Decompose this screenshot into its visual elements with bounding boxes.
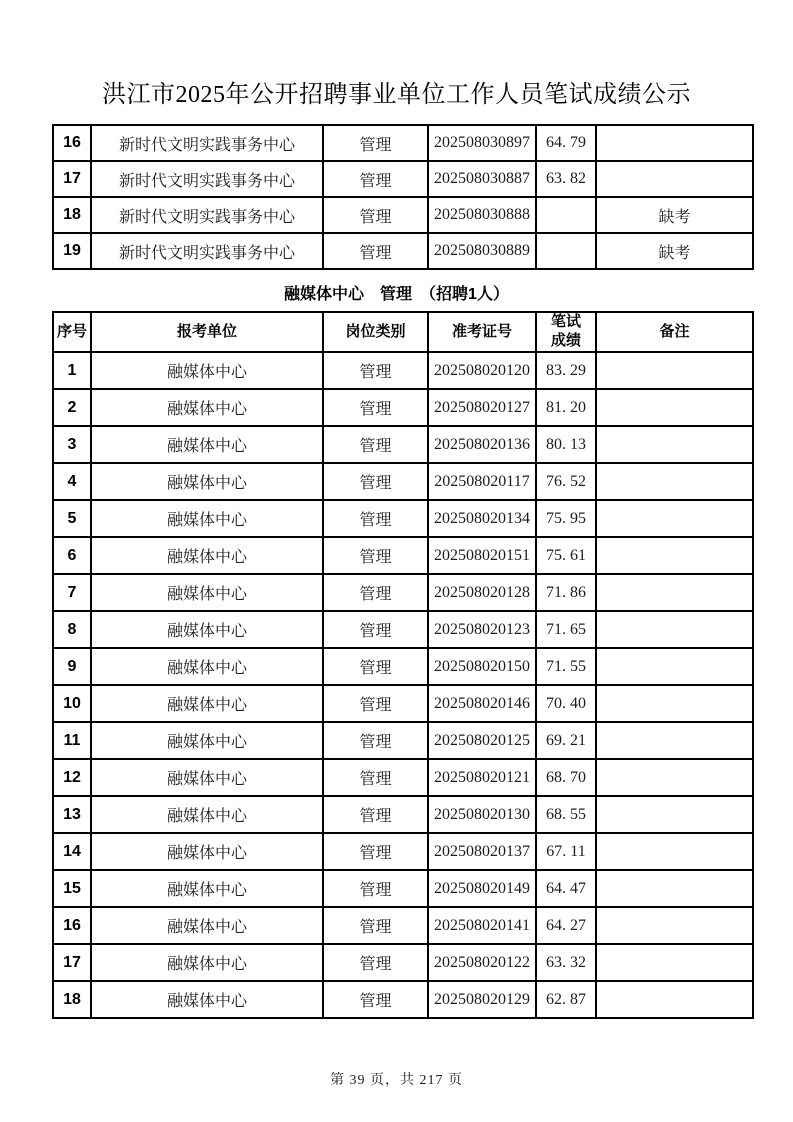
cell-row-number: 3 (53, 426, 91, 463)
cell-row-number: 15 (53, 870, 91, 907)
cell-ticket-number: 202508020149 (428, 870, 536, 907)
cell-row-number: 2 (53, 389, 91, 426)
cell-row-number: 16 (53, 125, 91, 161)
cell-note (596, 463, 753, 500)
cell-score: 80. 13 (536, 426, 596, 463)
cell-unit: 融媒体中心 (91, 389, 323, 426)
cell-row-number: 18 (53, 197, 91, 233)
cell-row-number: 10 (53, 685, 91, 722)
cell-row-number: 9 (53, 648, 91, 685)
table-row (53, 981, 753, 1018)
table-row (53, 611, 753, 648)
cell-category: 管理 (323, 944, 428, 981)
table-row (53, 125, 753, 161)
cell-ticket-number: 202508020129 (428, 981, 536, 1018)
cell-unit: 融媒体中心 (91, 648, 323, 685)
cell-score: 63. 82 (536, 161, 596, 197)
cell-score: 64. 27 (536, 907, 596, 944)
cell-category: 管理 (323, 233, 428, 269)
cell-score: 62. 87 (536, 981, 596, 1018)
cell-category: 管理 (323, 796, 428, 833)
table-row (53, 161, 753, 197)
cell-note (596, 611, 753, 648)
cell-row-number: 8 (53, 611, 91, 648)
cell-unit: 融媒体中心 (91, 500, 323, 537)
page-footer: 第 39 页，共 217 页 (330, 1073, 463, 1088)
cell-note (596, 685, 753, 722)
cell-category: 管理 (323, 426, 428, 463)
cell-unit: 新时代文明实践事务中心 (91, 233, 323, 269)
cell-note (596, 796, 753, 833)
cell-score: 75. 61 (536, 537, 596, 574)
table-row (53, 537, 753, 574)
table-row (53, 833, 753, 870)
cell-ticket-number: 202508020123 (428, 611, 536, 648)
cell-score (536, 233, 596, 269)
cell-note (596, 537, 753, 574)
cell-unit: 融媒体中心 (91, 352, 323, 389)
cell-unit: 融媒体中心 (91, 944, 323, 981)
cell-ticket-number: 202508020128 (428, 574, 536, 611)
cell-note (596, 500, 753, 537)
table-row (53, 759, 753, 796)
cell-unit: 融媒体中心 (91, 426, 323, 463)
cell-row-number: 14 (53, 833, 91, 870)
cell-row-number: 7 (53, 574, 91, 611)
cell-note: 缺考 (596, 197, 753, 233)
table-row (53, 463, 753, 500)
cell-note (596, 722, 753, 759)
cell-score (536, 197, 596, 233)
cell-category: 管理 (323, 537, 428, 574)
cell-category: 管理 (323, 389, 428, 426)
cell-ticket-number: 202508020141 (428, 907, 536, 944)
cell-row-number: 4 (53, 463, 91, 500)
cell-score: 69. 21 (536, 722, 596, 759)
cell-score: 81. 20 (536, 389, 596, 426)
cell-unit: 融媒体中心 (91, 907, 323, 944)
column-header-score-line1: 笔试 (550, 313, 581, 331)
cell-ticket-number: 202508020137 (428, 833, 536, 870)
cell-row-number: 19 (53, 233, 91, 269)
column-header-score (536, 312, 596, 352)
column-header-note: 备注 (596, 312, 753, 352)
cell-category: 管理 (323, 648, 428, 685)
cell-ticket-number: 202508020150 (428, 648, 536, 685)
cell-note (596, 870, 753, 907)
cell-category: 管理 (323, 759, 428, 796)
cell-unit: 融媒体中心 (91, 759, 323, 796)
cell-unit: 融媒体中心 (91, 981, 323, 1018)
cell-category: 管理 (323, 611, 428, 648)
column-header-unit: 报考单位 (91, 312, 323, 352)
cell-score: 83. 29 (536, 352, 596, 389)
cell-note (596, 648, 753, 685)
cell-note (596, 907, 753, 944)
page-title: 洪江市2025年公开招聘事业单位工作人员笔试成绩公示 (102, 82, 691, 108)
score-table-media-center-body (53, 352, 753, 1018)
cell-ticket-number: 202508020134 (428, 500, 536, 537)
column-header-no: 序号 (53, 312, 91, 352)
cell-unit: 融媒体中心 (91, 463, 323, 500)
cell-row-number: 17 (53, 944, 91, 981)
table-row (53, 870, 753, 907)
cell-row-number: 13 (53, 796, 91, 833)
cell-ticket-number: 202508030889 (428, 233, 536, 269)
column-header-category: 岗位类别 (323, 312, 428, 352)
cell-note (596, 944, 753, 981)
cell-category: 管理 (323, 722, 428, 759)
cell-category: 管理 (323, 125, 428, 161)
section-heading: 融媒体中心 管理 （招聘1人） (284, 286, 509, 303)
table-row (53, 233, 753, 269)
cell-ticket-number: 202508030897 (428, 125, 536, 161)
cell-note (596, 125, 753, 161)
cell-ticket-number: 202508020136 (428, 426, 536, 463)
cell-ticket-number: 202508030887 (428, 161, 536, 197)
cell-category: 管理 (323, 574, 428, 611)
cell-unit: 融媒体中心 (91, 611, 323, 648)
table-row (53, 907, 753, 944)
table-header-row (53, 312, 753, 352)
table-row (53, 722, 753, 759)
score-table-previous-body (53, 125, 753, 269)
cell-score: 68. 70 (536, 759, 596, 796)
cell-category: 管理 (323, 685, 428, 722)
cell-unit: 新时代文明实践事务中心 (91, 161, 323, 197)
cell-ticket-number: 202508030888 (428, 197, 536, 233)
cell-ticket-number: 202508020117 (428, 463, 536, 500)
cell-row-number: 11 (53, 722, 91, 759)
table-row (53, 389, 753, 426)
cell-unit: 融媒体中心 (91, 574, 323, 611)
table-row (53, 648, 753, 685)
cell-score: 64. 79 (536, 125, 596, 161)
cell-unit: 新时代文明实践事务中心 (91, 197, 323, 233)
cell-row-number: 5 (53, 500, 91, 537)
score-table-media-center (52, 311, 754, 1019)
cell-note (596, 161, 753, 197)
cell-ticket-number: 202508020121 (428, 759, 536, 796)
cell-score: 76. 52 (536, 463, 596, 500)
table-row (53, 352, 753, 389)
cell-unit: 融媒体中心 (91, 870, 323, 907)
cell-unit: 新时代文明实践事务中心 (91, 125, 323, 161)
cell-unit: 融媒体中心 (91, 833, 323, 870)
cell-category: 管理 (323, 833, 428, 870)
table-row (53, 197, 753, 233)
table-row (53, 944, 753, 981)
column-header-ticket: 准考证号 (428, 312, 536, 352)
table-row (53, 574, 753, 611)
table-row (53, 796, 753, 833)
cell-ticket-number: 202508020122 (428, 944, 536, 981)
cell-note: 缺考 (596, 233, 753, 269)
table-row (53, 500, 753, 537)
cell-row-number: 12 (53, 759, 91, 796)
cell-unit: 融媒体中心 (91, 796, 323, 833)
cell-ticket-number: 202508020127 (428, 389, 536, 426)
cell-category: 管理 (323, 981, 428, 1018)
cell-row-number: 16 (53, 907, 91, 944)
cell-ticket-number: 202508020130 (428, 796, 536, 833)
cell-note (596, 981, 753, 1018)
cell-row-number: 18 (53, 981, 91, 1018)
cell-unit: 融媒体中心 (91, 537, 323, 574)
cell-category: 管理 (323, 197, 428, 233)
column-header-score-line2: 成绩 (550, 332, 581, 349)
cell-unit: 融媒体中心 (91, 685, 323, 722)
cell-note (596, 426, 753, 463)
cell-note (596, 389, 753, 426)
cell-row-number: 6 (53, 537, 91, 574)
cell-category: 管理 (323, 161, 428, 197)
cell-score: 71. 65 (536, 611, 596, 648)
cell-score: 71. 86 (536, 574, 596, 611)
cell-ticket-number: 202508020146 (428, 685, 536, 722)
cell-ticket-number: 202508020151 (428, 537, 536, 574)
cell-note (596, 759, 753, 796)
cell-note (596, 574, 753, 611)
cell-score: 75. 95 (536, 500, 596, 537)
cell-category: 管理 (323, 500, 428, 537)
cell-category: 管理 (323, 870, 428, 907)
cell-note (596, 352, 753, 389)
cell-row-number: 1 (53, 352, 91, 389)
cell-note (596, 833, 753, 870)
cell-category: 管理 (323, 463, 428, 500)
table-row (53, 685, 753, 722)
cell-score: 68. 55 (536, 796, 596, 833)
cell-unit: 融媒体中心 (91, 722, 323, 759)
cell-score: 70. 40 (536, 685, 596, 722)
score-table-previous-section (52, 124, 754, 270)
cell-ticket-number: 202508020120 (428, 352, 536, 389)
cell-score: 67. 11 (536, 833, 596, 870)
cell-category: 管理 (323, 352, 428, 389)
cell-score: 71. 55 (536, 648, 596, 685)
cell-category: 管理 (323, 907, 428, 944)
cell-score: 63. 32 (536, 944, 596, 981)
cell-row-number: 17 (53, 161, 91, 197)
cell-score: 64. 47 (536, 870, 596, 907)
cell-ticket-number: 202508020125 (428, 722, 536, 759)
table-row (53, 426, 753, 463)
